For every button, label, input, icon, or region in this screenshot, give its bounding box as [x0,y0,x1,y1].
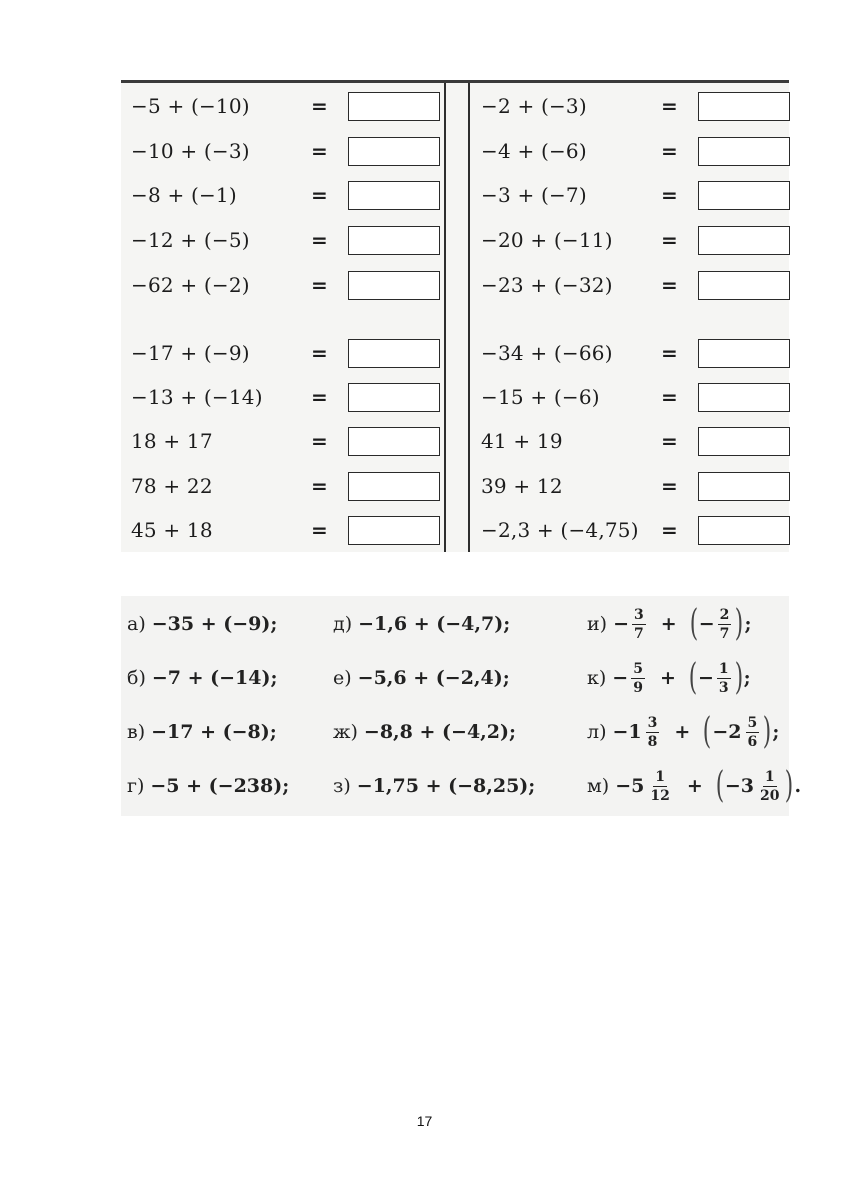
equation-row [481,469,790,503]
exercise-letter: к) [587,667,607,689]
minus-sign: − [724,775,741,797]
numerator: 2 [719,606,730,623]
answer-box[interactable] [348,181,440,210]
exercise-item [333,768,535,804]
exercise-letter: ж) [333,721,358,743]
equation-expression: −2 + (−3) [481,94,587,118]
answer-box[interactable] [348,339,440,368]
equation-row [131,178,440,212]
equals-sign: = [311,183,328,207]
exercise-item [333,660,510,696]
page-number: 17 [416,1113,433,1129]
left-paren: ( [703,711,712,752]
equation-expression: 45 + 18 [131,518,213,542]
equation-expression: −2,3 + (−4,75) [481,518,639,542]
plus-sign: + [659,667,676,689]
right-paren: ) [763,711,772,752]
answer-box[interactable] [698,472,790,501]
equation-row [481,424,790,458]
denominator: 9 [633,679,643,696]
denominator: 7 [634,625,644,642]
answer-box[interactable] [348,472,440,501]
answer-box[interactable] [698,226,790,255]
exercise-letter: а) [127,613,146,635]
equation-expression: −8 + (−1) [131,183,237,207]
exercise-letter: и) [587,613,608,635]
right-paren: ) [785,765,794,806]
exercise-item [127,714,277,750]
numerator: 5 [633,660,643,677]
equation-row [481,336,790,370]
equation-expression: −12 + (−5) [131,228,250,252]
left-paren: ( [688,657,698,698]
minus-sign: − [613,613,629,635]
equation-expression: −17 + (−9) [131,341,250,365]
plus-sign: + [674,721,691,743]
exercise-item [587,710,779,754]
equation-expression: −20 + (−11) [481,228,613,252]
equation-row [131,424,440,458]
numerator: 5 [747,714,758,731]
equals-sign: = [311,94,328,118]
equation-expression: −15 + (−6) [481,385,600,409]
equation-expression: −10 + (−3) [131,139,250,163]
numerator: 3 [647,714,658,731]
answer-box[interactable] [698,427,790,456]
exercise-expression: −17 + (−8); [151,721,277,743]
terminator: ; [772,721,780,743]
minus-sign: − [698,613,715,635]
exercise-item [587,764,801,808]
minus-sign: − [612,721,629,743]
equals-sign: = [661,94,678,118]
column-divider [468,83,470,552]
equals-sign: = [661,474,678,498]
exercise-expression: −8,8 + (−4,2); [363,721,516,743]
equation-expression: 39 + 12 [481,474,563,498]
equals-sign: = [311,341,328,365]
equation-row [131,380,440,414]
equation-row [481,513,790,547]
answer-box[interactable] [698,137,790,166]
exercise-item [333,714,516,750]
equals-sign: = [311,385,328,409]
answer-box[interactable] [698,516,790,545]
equals-sign: = [661,341,678,365]
whole-part: 2 [728,721,742,743]
equals-sign: = [661,429,678,453]
exercise-expression: −35 + (−9); [151,613,278,635]
equals-sign: = [311,273,328,297]
equation-row [481,89,790,123]
exercise-item [127,768,289,804]
exercise-expression: −1,6 + (−4,7); [358,613,511,635]
whole-part: 1 [628,721,642,743]
equation-expression: −5 + (−10) [131,94,250,118]
equals-sign: = [661,183,678,207]
equation-expression: −34 + (−66) [481,341,613,365]
equation-row [481,268,790,302]
equation-expression: −4 + (−6) [481,139,587,163]
equals-sign: = [661,518,678,542]
equation-row [481,223,790,257]
answer-box[interactable] [348,137,440,166]
left-paren: ( [715,765,725,806]
equation-worksheet [121,80,789,552]
fraction [717,662,731,695]
terminator: . [794,775,802,797]
exercise-item [587,602,751,646]
fraction [631,662,645,695]
denominator: 6 [747,733,758,750]
numerator: 1 [655,768,665,785]
equation-expression: −3 + (−7) [481,183,587,207]
exercise-item [127,660,278,696]
equals-sign: = [661,385,678,409]
exercise-expression: −5,6 + (−2,4); [357,667,510,689]
equals-sign: = [311,139,328,163]
answer-box[interactable] [698,339,790,368]
answer-box[interactable] [698,271,790,300]
answer-box[interactable] [348,516,440,545]
exercise-letter: л) [587,721,607,743]
numerator: 3 [634,606,644,623]
column-divider [444,83,446,552]
exercise-letter: в) [127,721,146,743]
minus-sign: − [697,667,714,689]
plus-sign: + [660,613,677,635]
equation-row [481,380,790,414]
terminator: ; [743,667,751,689]
exercise-expression: −1,75 + (−8,25); [356,775,536,797]
fraction [646,716,660,749]
right-paren: ) [735,603,744,644]
terminator: ; [744,613,752,635]
equals-sign: = [661,273,678,297]
answer-box[interactable] [698,181,790,210]
exercise-letter: г) [127,775,145,797]
equation-expression: 18 + 17 [131,429,213,453]
minus-sign: − [615,775,632,797]
fraction [718,608,732,641]
whole-part: 3 [740,775,754,797]
fraction [648,770,671,803]
equals-sign: = [311,429,328,453]
numerator: 1 [718,660,729,677]
equation-row [131,134,440,168]
answer-box[interactable] [348,427,440,456]
answer-box[interactable] [698,383,790,412]
equation-expression: −13 + (−14) [131,385,263,409]
exercise-letter: з) [333,775,351,797]
equals-sign: = [661,228,678,252]
answer-box[interactable] [348,271,440,300]
equation-row [481,178,790,212]
denominator: 12 [650,787,670,804]
numerator: 1 [764,768,775,785]
exercise-expression: −7 + (−14); [151,667,278,689]
right-paren: ) [734,657,743,698]
equation-expression: −23 + (−32) [481,273,613,297]
answer-box[interactable] [698,92,790,121]
answer-box[interactable] [348,226,440,255]
minus-sign: − [612,667,629,689]
equals-sign: = [311,518,328,542]
denominator: 7 [719,625,730,642]
equals-sign: = [311,474,328,498]
plus-sign: + [686,775,703,797]
whole-part: 5 [631,775,645,797]
equals-sign: = [311,228,328,252]
exercise-letter: д) [333,613,353,635]
fraction [632,608,646,641]
denominator: 8 [647,733,658,750]
denominator: 3 [718,679,729,696]
equation-expression: −62 + (−2) [131,273,250,297]
exercise-letter: е) [333,667,352,689]
equation-row [131,223,440,257]
equation-row [131,268,440,302]
left-paren: ( [689,603,698,644]
equation-row [131,469,440,503]
equation-expression: 78 + 22 [131,474,213,498]
fraction [746,716,760,749]
exercise-expression: −5 + (−238); [150,775,290,797]
exercise-item [587,656,751,700]
equation-row [481,134,790,168]
answer-box[interactable] [348,92,440,121]
exercise-list [121,596,802,816]
exercise-item [127,606,277,642]
exercise-letter: м) [587,775,610,797]
equation-row [131,89,440,123]
denominator: 20 [759,787,780,804]
fraction [758,770,781,803]
exercise-item [333,606,510,642]
equation-expression: 41 + 19 [481,429,563,453]
answer-box[interactable] [348,383,440,412]
equals-sign: = [661,139,678,163]
minus-sign: − [712,721,729,743]
equation-row [131,513,440,547]
equation-row [131,336,440,370]
exercise-letter: б) [127,667,146,689]
